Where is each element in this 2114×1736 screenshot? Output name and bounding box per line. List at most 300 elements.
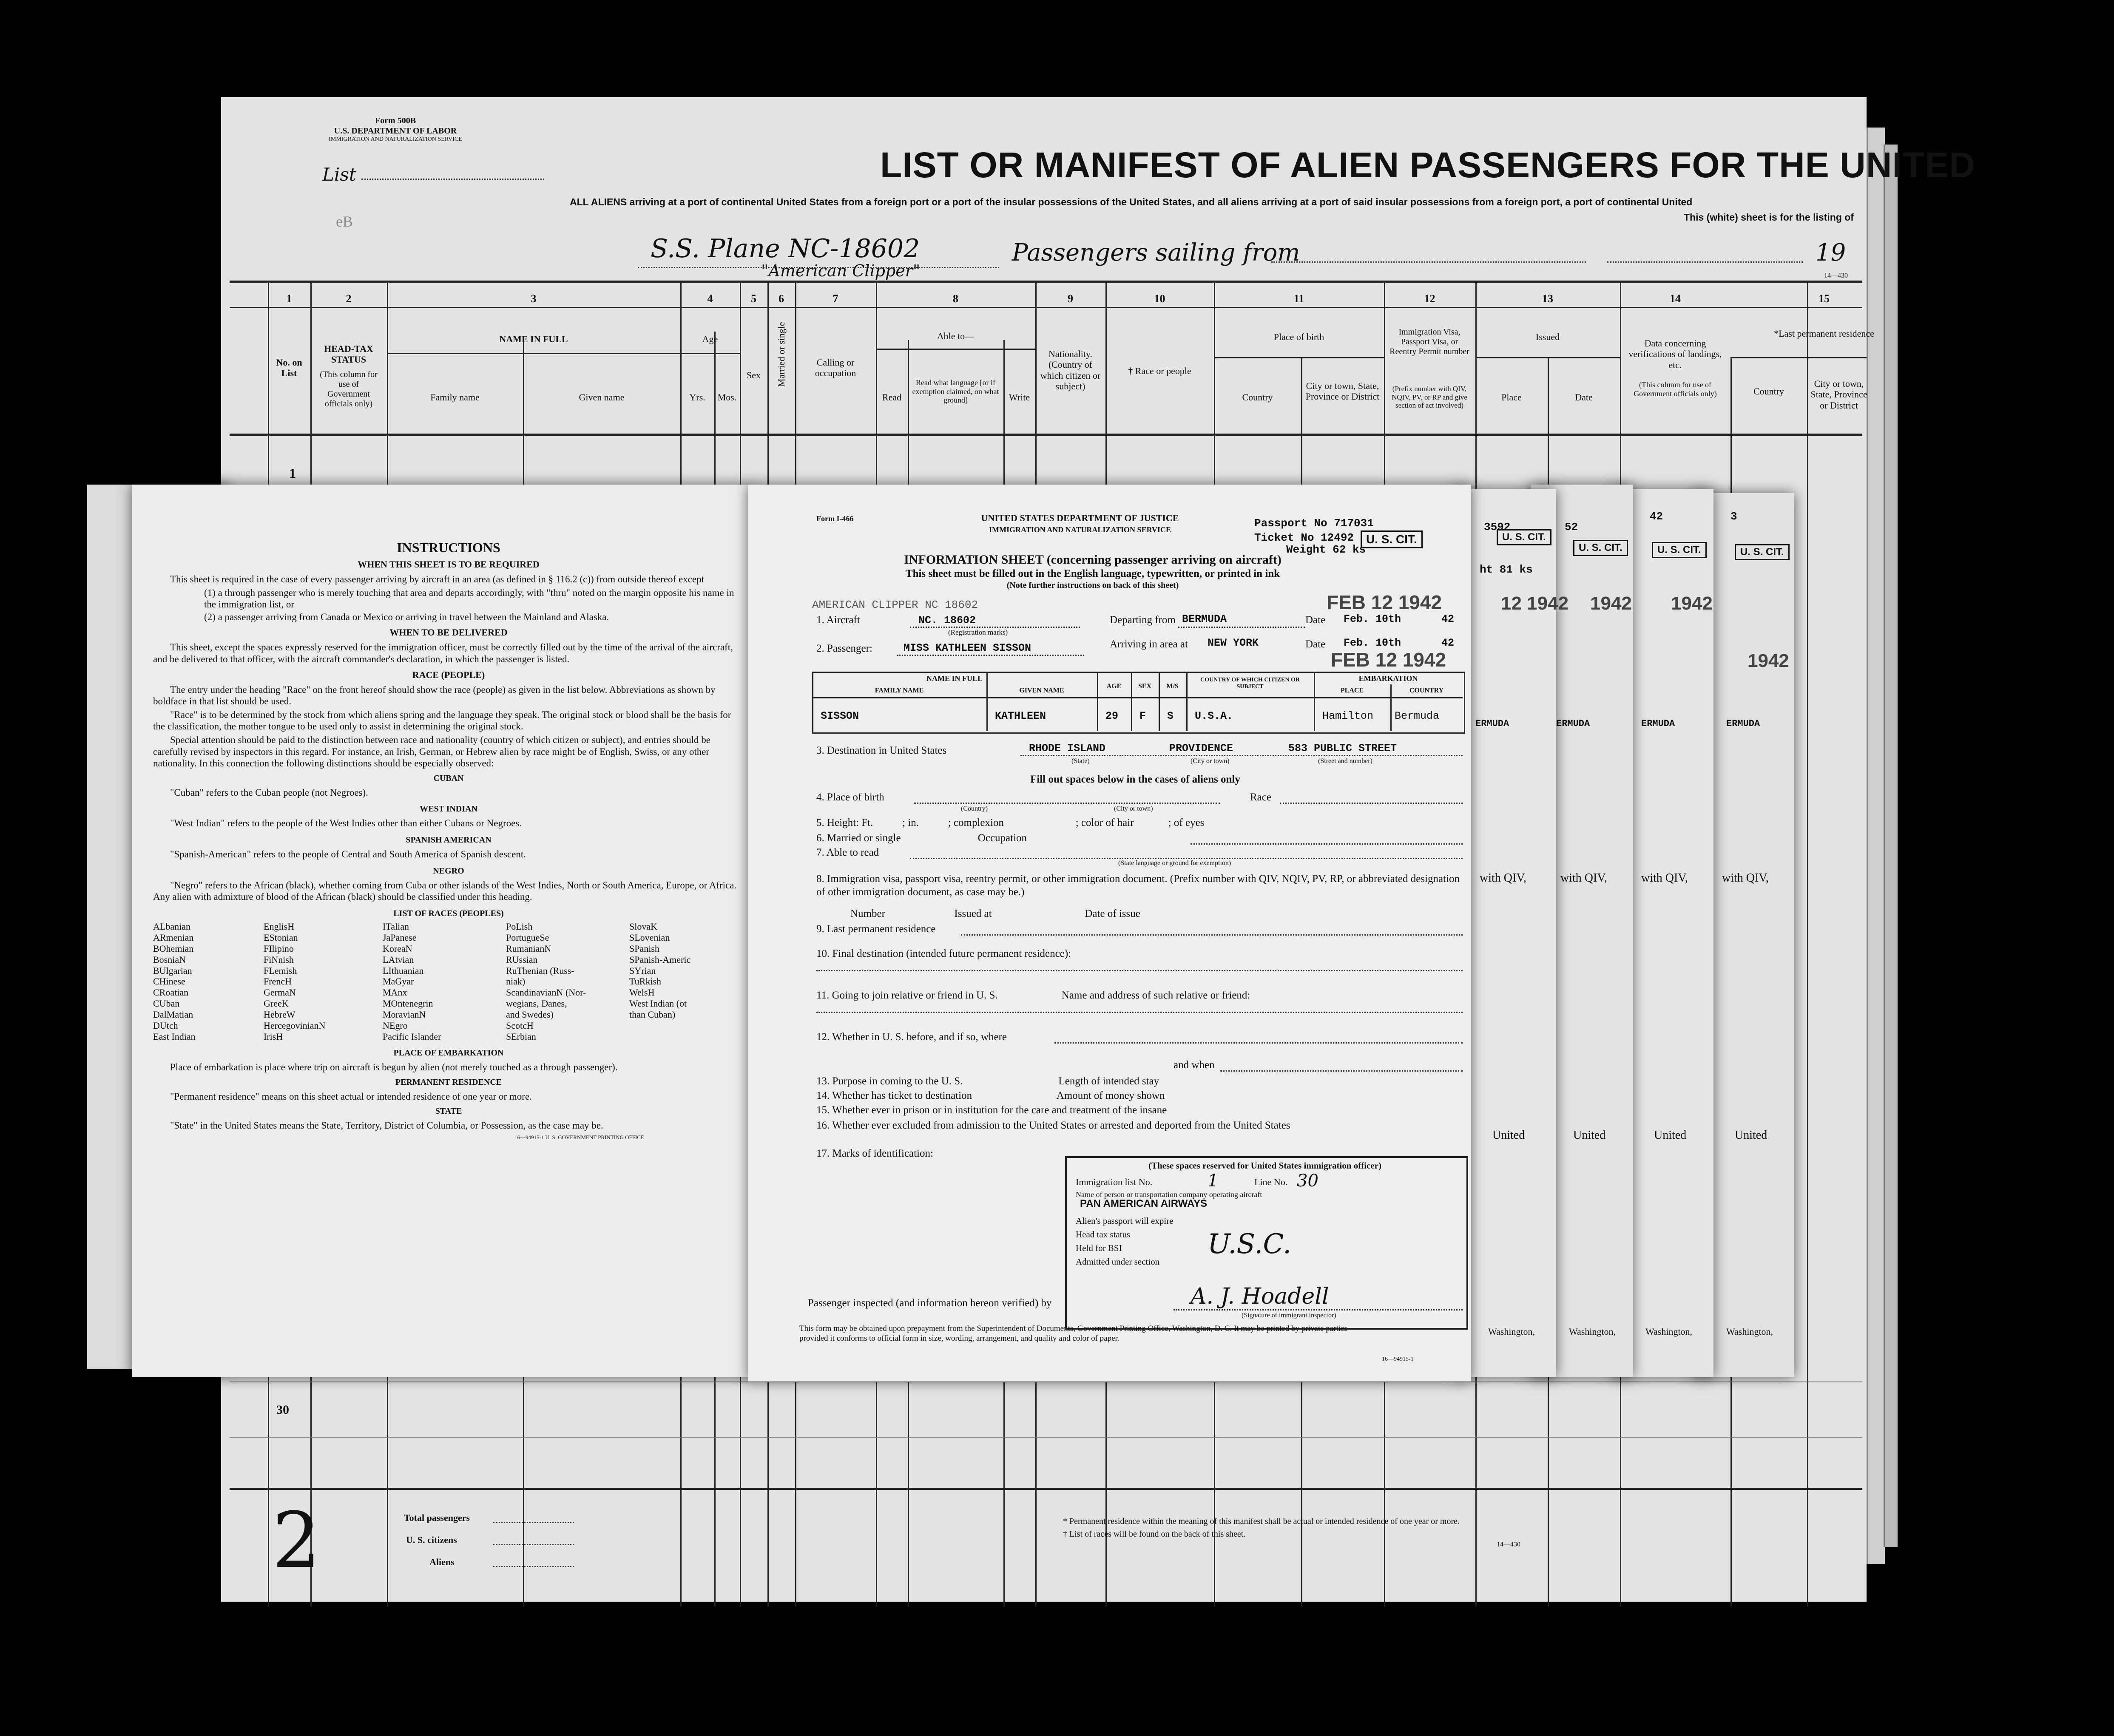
- read-line: [910, 858, 1463, 859]
- year-prefix: 19: [1816, 239, 1846, 267]
- back-date-fragment: 1942: [1590, 593, 1632, 614]
- total-line: [493, 1522, 574, 1523]
- back-bermuda: ERMUDA: [1641, 718, 1675, 729]
- binding-hole: [1939, 1458, 1961, 1480]
- header-visa: Immigration Visa, Passport Visa, or Reentry Permit number: [1389, 327, 1469, 356]
- header-able-to: Able to—: [937, 331, 975, 341]
- label-state: (State): [1071, 757, 1090, 765]
- race-item: KoreaN: [383, 943, 412, 954]
- col-number: 5: [751, 292, 756, 305]
- header-given: GIVEN NAME: [1019, 687, 1064, 694]
- race-item: GreeK: [264, 998, 289, 1009]
- binding-hole: [1939, 1075, 1961, 1098]
- passenger-table-divider: [812, 697, 1463, 698]
- us-citizens-label: U. S. citizens: [406, 1535, 457, 1545]
- col-divider: [1807, 281, 1808, 1607]
- arriving-in-label: Arriving in area at: [1110, 638, 1188, 650]
- header-landings: Data concerning verifications of landings, etc.: [1628, 338, 1722, 370]
- ms-value: S: [1167, 710, 1174, 722]
- race-item: SPanish: [629, 943, 659, 954]
- col-number: 4: [707, 292, 713, 305]
- info-form-number: Form I-466: [816, 514, 854, 523]
- back-passport-fragment: 3592: [1484, 521, 1511, 533]
- q12-before: 12. Whether in U. S. before, and if so, where: [816, 1031, 1007, 1043]
- heading-state: STATE: [435, 1106, 462, 1116]
- race-item: ScotcH: [506, 1020, 534, 1031]
- back-united: United: [1573, 1129, 1606, 1142]
- col-number: 2: [346, 292, 352, 305]
- back-washington: Washington,: [1726, 1326, 1773, 1337]
- race-list: [153, 921, 744, 1042]
- para-state: "State" in the United States means the State, Territory, District of Columbia, or Possession, as the case may be.: [170, 1120, 603, 1131]
- header-name-full: NAME IN FULL: [926, 674, 983, 683]
- race-item: MaGyar: [383, 976, 414, 987]
- race-item: DUtch: [153, 1020, 178, 1031]
- passport-number: Passport No 717031: [1254, 517, 1374, 530]
- race-item: DalMatian: [153, 1009, 193, 1020]
- admitted-handwritten: U.S.C.: [1208, 1228, 1292, 1260]
- back-with-qiv: with QIV,: [1641, 871, 1688, 885]
- q4-birth-label: 4. Place of birth: [816, 791, 884, 803]
- back-with-qiv: with QIV,: [1722, 871, 1769, 885]
- row-line: [230, 1437, 1862, 1438]
- heading-embarkation: PLACE OF EMBARKATION: [393, 1048, 504, 1058]
- back-stamp: U. S. CIT.: [1652, 542, 1707, 558]
- race-item: PortugueSe: [506, 932, 549, 943]
- service: IMMIGRATION AND NATURALIZATION SERVICE: [329, 136, 462, 142]
- instructions-title: INSTRUCTIONS: [397, 540, 500, 555]
- q6-married: 6. Married or single Occupation: [816, 832, 1027, 844]
- race-item: HercegovinianN: [264, 1020, 326, 1031]
- para-cuban: "Cuban" refers to the Cuban people (not Negroes).: [170, 787, 368, 798]
- line-no-label: Line No.: [1254, 1177, 1288, 1187]
- q5-height: 5. Height: Ft. ; in. ; complexion ; color of hair ; of eyes: [816, 817, 1205, 828]
- label-street: (Street and number): [1318, 757, 1372, 765]
- race-item: niak): [506, 976, 526, 987]
- ship-name-handwritten-2: "American Clipper": [761, 261, 921, 280]
- heading-list-races: LIST OF RACES (PEOPLES): [393, 908, 504, 918]
- binding-hole: [1939, 1386, 1961, 1408]
- manifest-subtitle: ALL ALIENS arriving at a port of continental United States from a foreign port or a port of the insular possessions of the United States, and all aliens arriving at a port of said insular possessions from a foreign port, a port of continental United: [570, 196, 1693, 207]
- race-item: and Swedes): [506, 1009, 554, 1020]
- margin-number-handwritten: 2: [272, 1496, 321, 1585]
- header-citizen: COUNTRY OF WHICH CITIZEN OR SUBJECT: [1200, 677, 1300, 690]
- sex-value: F: [1139, 710, 1146, 722]
- table-bottom: [230, 1488, 1862, 1490]
- col-number: 9: [1068, 292, 1073, 305]
- sailing-label: Passengers sailing from: [1012, 239, 1300, 267]
- list-line: [361, 179, 544, 180]
- header-family-name: Family name: [430, 392, 480, 403]
- back-passport-fragment: 42: [1650, 510, 1663, 523]
- race-item: NEgro: [383, 1020, 408, 1031]
- binding-hole: [1939, 859, 1961, 881]
- company-note: Name of person or transportation company operating aircraft: [1076, 1190, 1262, 1199]
- footnote-residence: * Permanent residence within the meaning of this manifest shall be actual or intended residence of one year or more.: [1063, 1517, 1460, 1526]
- race-item: WelsH: [629, 987, 655, 998]
- para-negro: "Negro" refers to the African (black), whether coming from Cuba or other islands of the West Indies, North or South America, Europe, or Africa. Any alien with admixture of blood of the African (black) should be classified under this heading.: [153, 879, 737, 902]
- heading-race: RACE (PEOPLE): [412, 669, 485, 680]
- back-washington: Washington,: [1488, 1326, 1535, 1337]
- table-num-line: [230, 307, 1862, 308]
- citizen-value: U.S.A.: [1195, 710, 1233, 722]
- col-number: 1: [286, 292, 292, 305]
- manifest-form-header: [310, 116, 480, 143]
- race-line: [1280, 803, 1463, 804]
- citizens-line: [493, 1544, 574, 1545]
- when-line: [1220, 1070, 1463, 1072]
- race-item: MAnx: [383, 987, 407, 998]
- header-issued-date: Date: [1575, 392, 1593, 403]
- header-emb-place: PLACE: [1340, 687, 1364, 694]
- date-stamp: FEB 12 1942: [1327, 591, 1442, 613]
- info-footer-code: 16—94915-1: [1382, 1356, 1414, 1362]
- row-line: [230, 1381, 1862, 1382]
- depart-date: Feb. 10th: [1344, 613, 1401, 625]
- back-stamp: U. S. CIT.: [1573, 540, 1628, 556]
- race-item: ITalian: [383, 921, 409, 932]
- inspector-signature: A. J. Hoadell: [1191, 1284, 1329, 1309]
- passenger-line: [897, 655, 1084, 656]
- race-item: JaPanese: [383, 932, 417, 943]
- header-embarkation: EMBARKATION: [1358, 674, 1418, 683]
- race-item: wegians, Danes,: [506, 998, 567, 1009]
- passenger-table-col: [1131, 672, 1132, 731]
- heading-negro: NEGRO: [433, 866, 464, 876]
- q8-document: 8. Immigration visa, passport visa, reentry permit, or other immigration document. (Prefix number with QIV, NQIV, PV, RP, or abbreviated designation of other immigration document, as case may be.): [816, 873, 1460, 898]
- passenger-table-col: [1097, 672, 1098, 731]
- inspected-label: Passenger inspected (and information hereon verified) by: [808, 1297, 1052, 1309]
- arrive-year: 42: [1441, 637, 1455, 649]
- race-item: Pacific Islander: [383, 1031, 441, 1042]
- binding-hole: [1939, 557, 1961, 579]
- race-item: RuThenian (Russ-: [506, 965, 574, 976]
- header-emb-country: COUNTRY: [1409, 687, 1444, 694]
- manifest-subtitle-2: This (white) sheet is for the listing of: [1684, 212, 1854, 223]
- department: U.S. DEPARTMENT OF LABOR: [334, 126, 457, 136]
- header-ms: M/S: [1166, 683, 1179, 690]
- back-passport-fragment: 52: [1565, 521, 1578, 533]
- depart-date-label: Date: [1305, 614, 1326, 626]
- race-item: BOhemian: [153, 943, 194, 954]
- sailing-line: [1271, 261, 1586, 263]
- info-footer: This form may be obtained upon prepayment from the Superintendent of Documents, Government Printing Office, Washington, D. C. It may be printed by private parties provided it conforms to official form in size, wording, arrangement, and quality and color of paper.: [799, 1324, 1347, 1343]
- passenger-table-col: [1159, 672, 1160, 731]
- us-citizen-stamp: U. S. CIT.: [1361, 530, 1423, 548]
- race-item: CUban: [153, 998, 180, 1009]
- race-item: FIlipino: [264, 943, 294, 954]
- q2-passenger-label: 2. Passenger:: [816, 643, 872, 654]
- destination-line: [1020, 755, 1463, 756]
- label-city-birth: (City or town): [1114, 805, 1153, 812]
- depart-year: 42: [1441, 613, 1455, 625]
- race-item: PoLish: [506, 921, 533, 932]
- departing-line: [1178, 627, 1305, 628]
- race-item: SPanish-Americ: [629, 954, 691, 965]
- race-item: LAtvian: [383, 954, 414, 965]
- issued-divider: [1475, 357, 1620, 358]
- back-bermuda: ERMUDA: [1726, 718, 1760, 729]
- race-column-3: [383, 921, 506, 1042]
- birth-divider: [1214, 357, 1384, 358]
- given-value: KATHLEEN: [995, 710, 1046, 722]
- q10-final-destination: 10. Final destination (intended future permanent residence):: [816, 948, 1071, 959]
- race-item: FrencH: [264, 976, 292, 987]
- para-spanish-american: "Spanish-American" refers to the people of Central and South America of Spanish descent.: [170, 848, 526, 859]
- back-date-fragment: 1942: [1747, 650, 1789, 671]
- heading-west-indian: WEST INDIAN: [420, 804, 477, 814]
- header-mos: Mos.: [717, 392, 737, 403]
- race-column-4: [506, 921, 629, 1042]
- header-place-of-birth: Place of birth: [1273, 332, 1324, 342]
- back-stamp: U. S. CIT.: [1735, 544, 1790, 560]
- binding-hole: [1939, 633, 1961, 655]
- header-write: Write: [1009, 392, 1030, 403]
- emb-country-value: Bermuda: [1395, 710, 1440, 722]
- header-age: Age: [702, 334, 718, 344]
- race-item: EnglisH: [264, 921, 295, 932]
- q15-prison: 15. Whether ever in prison or in institution for the care and treatment of the insane: [816, 1104, 1167, 1116]
- arrive-date-label: Date: [1305, 638, 1326, 650]
- col-number: 10: [1154, 292, 1165, 305]
- aircraft-line: [910, 627, 1080, 628]
- back-washington: Washington,: [1569, 1326, 1616, 1337]
- before-line: [1054, 1042, 1463, 1044]
- header-married: [776, 355, 787, 387]
- back-united: United: [1735, 1129, 1767, 1142]
- corner-mark: eB: [336, 213, 353, 230]
- q14-ticket: 14. Whether has ticket to destination Amount of money shown: [816, 1090, 1165, 1101]
- line-no-value: 30: [1297, 1171, 1318, 1191]
- company-value: PAN AMERICAN AIRWAYS: [1080, 1198, 1208, 1209]
- q17-marks: 17. Marks of identification:: [816, 1148, 933, 1159]
- race-item: CRoatian: [153, 987, 189, 998]
- binding-hole: [1939, 1169, 1961, 1191]
- heading-when-delivered: WHEN TO BE DELIVERED: [389, 627, 508, 638]
- instructions-content: [153, 540, 744, 1369]
- race-item: LIthuanian: [383, 965, 424, 976]
- race-item: TuRkish: [629, 976, 662, 987]
- name-divider: [387, 353, 680, 354]
- info-title: INFORMATION SHEET (concerning passenger arriving on aircraft): [904, 553, 1281, 567]
- back-with-qiv: with QIV,: [1560, 871, 1607, 885]
- back-bermuda: ERMUDA: [1475, 718, 1509, 729]
- race-item: BUlgarian: [153, 965, 192, 976]
- q7-note: (State language or ground for exemption): [1118, 859, 1231, 867]
- table-header-bottom: [230, 434, 1862, 436]
- label-country: (Country): [961, 805, 988, 812]
- race-item: FLemish: [264, 965, 297, 976]
- race-item: GermaN: [264, 987, 296, 998]
- race-item: ALbanian: [153, 921, 190, 932]
- able-divider: [876, 349, 1035, 350]
- header-yrs: Yrs.: [689, 392, 705, 403]
- back-passport-fragment: 3: [1730, 510, 1737, 523]
- heading-residence: PERMANENT RESIDENCE: [395, 1077, 502, 1087]
- binding-hole: [1939, 264, 1961, 286]
- departing-from-label: Departing from: [1110, 614, 1176, 626]
- head-tax-label: Head tax status: [1076, 1229, 1131, 1240]
- emb-place-value: Hamilton: [1322, 710, 1374, 722]
- header-sex: SEX: [1138, 683, 1152, 690]
- and-when: and when: [1173, 1059, 1215, 1071]
- ship-name-handwritten: S.S. Plane NC-18602: [651, 234, 920, 264]
- aircraft-value: NC. 18602: [918, 614, 976, 627]
- header-head-tax: HEAD-TAX STATUS: [324, 343, 373, 365]
- official-box-title: (These spaces reserved for United States immigration officer): [1148, 1160, 1381, 1171]
- q16-excluded: 16. Whether ever excluded from admission to the United States or arrested and deported from the United States: [816, 1120, 1290, 1131]
- header-read-language: Read what language [or if exemption claimed, on what ground]: [912, 378, 999, 405]
- residence-divider: [1730, 357, 1867, 358]
- departing-value: BERMUDA: [1182, 613, 1227, 625]
- para-race-1: The entry under the heading "Race" on the front hereof should show the race (people) as given in the list below. Abbreviations as shown by boldface in that list should be used.: [153, 684, 716, 707]
- aliens-label: Aliens: [429, 1557, 455, 1567]
- sailing-line-2: [1607, 261, 1803, 263]
- back-stamp: U. S. CIT.: [1497, 529, 1551, 545]
- header-given-name: Given name: [579, 392, 625, 403]
- race-column-1: [153, 921, 264, 1042]
- para-west-indian: "West Indian" refers to the people of the West Indies other than either Cubans or Negroes.: [170, 818, 522, 829]
- heading-spanish-american: SPANISH AMERICAN: [406, 835, 492, 845]
- table-top-line: [230, 281, 1862, 283]
- header-name-in-full: NAME IN FULL: [499, 334, 568, 344]
- col-number: 14: [1670, 292, 1681, 305]
- ship-line: [638, 267, 999, 268]
- age-divider: [680, 353, 740, 354]
- arrive-date: Feb. 10th: [1344, 637, 1401, 649]
- col-number: 8: [953, 292, 958, 305]
- family-value: SISSON: [821, 710, 859, 722]
- race-item: West Indian (ot: [629, 998, 687, 1009]
- admitted-label: Admitted under section: [1076, 1257, 1160, 1267]
- header-race: † Race or people: [1128, 366, 1191, 376]
- race-item: RumanianN: [506, 943, 551, 954]
- heading-when-required: WHEN THIS SHEET IS TO BE REQUIRED: [358, 559, 540, 570]
- header-nationality: Nationality. (Country of which citizen or subject): [1040, 349, 1101, 391]
- occupation-line: [1191, 843, 1463, 845]
- sheet-stack-edge: [1884, 145, 1898, 1547]
- header-birth-country: Country: [1242, 392, 1273, 403]
- race-item: ARmenian: [153, 932, 194, 943]
- passport-expire-label: Alien's passport will expire: [1076, 1216, 1173, 1226]
- header-head-tax-note: (This column for use of Government officials only): [320, 370, 378, 408]
- row-number-1: 1: [289, 465, 296, 481]
- race-item: SLovenian: [629, 932, 670, 943]
- col-number: 12: [1424, 292, 1435, 305]
- header-issued-place: Place: [1501, 392, 1522, 403]
- q7-read: 7. Able to read: [816, 847, 879, 858]
- race-column-2: [264, 921, 383, 1042]
- heading-cuban: CUBAN: [433, 773, 464, 783]
- header-landings-note: (This column for use of Government officials only): [1634, 380, 1717, 398]
- footnote-code: 14—430: [1497, 1541, 1520, 1548]
- col-number: 3: [531, 292, 537, 305]
- ticket-number: Ticket No 12492: [1254, 531, 1354, 544]
- information-sheet-content: [748, 485, 1471, 1381]
- header-residence-city: City or town, State, Province or District: [1810, 378, 1867, 411]
- q9-residence: 9. Last permanent residence: [816, 923, 936, 935]
- race-item: CHinese: [153, 976, 185, 987]
- race-item: SYrian: [629, 965, 656, 976]
- immigration-list-value: 1: [1208, 1171, 1219, 1191]
- q3-destination-label: 3. Destination in United States: [816, 745, 947, 756]
- race-item: ScandinavianN (Nor-: [506, 987, 586, 998]
- dest-state: RHODE ISLAND: [1029, 742, 1106, 755]
- back-with-qiv: with QIV,: [1480, 871, 1526, 885]
- race-item: RUssian: [506, 954, 538, 965]
- para-except-2: (2) a passenger arriving from Canada or Mexico or arriving in travel between the Mainland and Alaska.: [204, 611, 609, 622]
- col-number: 7: [833, 292, 838, 305]
- col-number: 11: [1293, 292, 1304, 305]
- para-embarkation: Place of embarkation is place where trip on aircraft is begun by alien (not merely touched as a through passenger).: [170, 1062, 618, 1073]
- aliens-line: [493, 1566, 574, 1567]
- q1-aircraft-label: 1. Aircraft: [816, 614, 860, 626]
- q13-purpose: 13. Purpose in coming to the U. S. Length of intended stay: [816, 1075, 1159, 1087]
- passenger-value: MISS KATHLEEN SISSON: [904, 642, 1031, 654]
- race-item: MoravianN: [383, 1009, 426, 1020]
- label-city: (City or town): [1191, 757, 1230, 765]
- info-department: UNITED STATES DEPARTMENT OF JUSTICE: [981, 513, 1179, 523]
- race-item: BosniaN: [153, 954, 186, 965]
- para-residence: "Permanent residence" means on this sheet actual or intended residence of one year or more.: [170, 1091, 532, 1102]
- header-read: Read: [882, 392, 902, 403]
- header-birth-city: City or town, State, Province or District: [1305, 380, 1380, 402]
- col-number: 15: [1818, 292, 1830, 305]
- final-dest-line: [816, 970, 1463, 971]
- race-item: SlovaK: [629, 921, 657, 932]
- signature-line: [1173, 1309, 1463, 1311]
- instructions-footer: 16—94915-1 U. S. GOVERNMENT PRINTING OFFICE: [514, 1134, 644, 1140]
- signature-label: (Signature of immigrant inspector): [1242, 1312, 1336, 1319]
- back-united: United: [1654, 1129, 1687, 1142]
- immigration-list-label: Immigration list No.: [1076, 1177, 1153, 1187]
- header-issued: Issued: [1535, 332, 1560, 342]
- row-number-30: 30: [276, 1403, 289, 1417]
- race-item: IrisH: [264, 1031, 283, 1042]
- race-item: HebreW: [264, 1009, 296, 1020]
- back-date-fragment: 12 1942: [1501, 593, 1569, 614]
- weight: Weight 62 ks: [1286, 543, 1366, 556]
- arriving-value: NEW YORK: [1208, 637, 1259, 649]
- back-weight-fragment: ht 81 ks: [1480, 563, 1533, 576]
- info-service: IMMIGRATION AND NATURALIZATION SERVICE: [989, 525, 1171, 534]
- race-item: than Cuban): [629, 1009, 676, 1020]
- para-required: This sheet is required in the case of every passenger arriving by aircraft in an area (as defined in § 116.2 (c)) from outside thereof except: [170, 574, 704, 584]
- race-label: Race: [1250, 791, 1271, 803]
- total-passengers-label: Total passengers: [404, 1512, 470, 1523]
- age-value: 29: [1105, 710, 1119, 722]
- form-number: Form 500B: [375, 116, 416, 125]
- q8-number: Number Issued at Date of issue: [850, 908, 1140, 919]
- para-except-1: (1) a through passenger who is merely touching that area and departs accordingly, with "thru" noted on the margin opposite his name in the immigration list, or: [204, 587, 734, 610]
- dest-city: PROVIDENCE: [1169, 742, 1233, 755]
- residence-line: [961, 934, 1463, 936]
- header-calling: Calling or occupation: [815, 357, 856, 379]
- header-age: AGE: [1106, 683, 1122, 690]
- info-subtitle-2: (Note further instructions on back of this sheet): [1006, 581, 1179, 590]
- date-stamp-2: FEB 12 1942: [1331, 649, 1446, 671]
- back-date-fragment: 1942: [1671, 593, 1713, 614]
- join-line: [816, 1012, 1463, 1013]
- col-number: 6: [779, 292, 784, 305]
- header-last-residence: *Last permanent residence: [1774, 328, 1874, 339]
- header-residence-country: Country: [1753, 386, 1784, 397]
- header-family: FAMILY NAME: [875, 687, 924, 694]
- registration-marks-label: (Registration marks): [948, 628, 1008, 636]
- race-item: EStonian: [264, 932, 298, 943]
- list-label: List: [322, 164, 356, 185]
- q11-join: 11. Going to join relative or friend in U. S. Name and address of such relative or friend:: [816, 990, 1250, 1001]
